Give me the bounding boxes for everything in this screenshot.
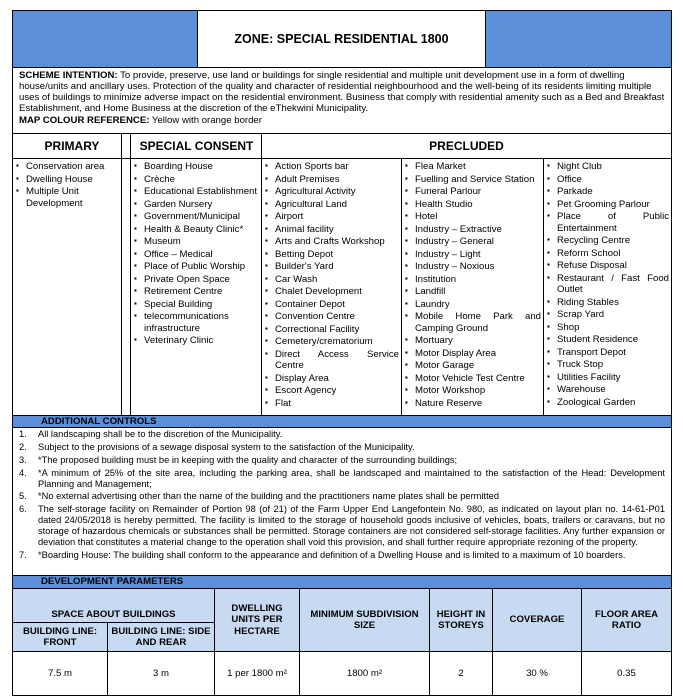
list-item: ▪ Direct Access Service Centre — [264, 349, 399, 372]
list-item: ▪ Shop — [546, 322, 669, 334]
list-item: ▪ Escort Agency — [264, 385, 399, 397]
precluded-column-3 — [544, 159, 671, 415]
primary-column — [13, 159, 121, 415]
list-item: ▪ Veterinary Clinic — [133, 335, 259, 347]
control-text: Subject to the provisions of a sewage disposal system to the satisfaction of the Municipality. — [38, 441, 415, 452]
control-text: The self-storage facility on Remainder of Portion 98 (of 21) of the Farm Upper End Langefontein No. 980, as indicated on layout plan no. 14-61-P01 dated 24/05/2018 is hereby permitted. The facility is limited to the storage of household goods inclusive of vehicles, boats, trailers or caravans, but no storage of hazardous chemicals or substances shall be permitted. Storage containers are not considered self-storage facilities. Any further expansion or deviation that constitutes a material change to the operation shall void this provision, and shall further require appropriate rezoning of the property. — [38, 504, 665, 547]
list-item: ▪ Container Depot — [264, 299, 399, 311]
special-consent-list — [133, 161, 259, 347]
list-item: ▪ Institution — [404, 274, 541, 286]
precluded-list-2 — [404, 161, 541, 409]
control-text: *Boarding House: The building shall conform to the appearance and definition of a Dwelling House and is limited to a maximum of 10 boarders. — [38, 549, 626, 560]
list-item: ▪ Airport — [264, 211, 399, 223]
building-line-front-header: BUILDING LINE: FRONT — [13, 623, 108, 652]
scheme-intention-label: SCHEME INTENTION: — [19, 70, 118, 81]
list-item: ▪ Flea Market — [404, 161, 541, 173]
control-number: 5. — [19, 491, 27, 502]
list-item: ▪ Builder's Yard — [264, 261, 399, 273]
height-value: 2 — [430, 652, 493, 695]
list-item: ▪ Crèche — [133, 174, 259, 186]
divider — [121, 134, 122, 415]
list-item: ▪ Place of Public Entertainment — [546, 211, 669, 234]
list-item: ▪ Parkade — [546, 186, 669, 198]
list-item: ▪ telecommunications infrastructure — [133, 311, 259, 334]
development-parameters-table — [12, 588, 672, 696]
list-item: ▪ Chalet Development — [264, 286, 399, 298]
list-item: ▪ Action Sports bar — [264, 161, 399, 173]
special-consent-column — [131, 159, 261, 415]
list-item: ▪ Health & Beauty Clinic* — [133, 224, 259, 236]
list-item: ▪ Display Area — [264, 373, 399, 385]
list-item: ▪ Student Residence — [546, 334, 669, 346]
list-item: ▪ Riding Stables — [546, 297, 669, 309]
control-number: 3. — [19, 454, 27, 465]
list-item: ▪ Government/Municipal — [133, 211, 259, 223]
list-item: ▪ Car Wash — [264, 274, 399, 286]
list-item: ▪ Warehouse — [546, 384, 669, 396]
minimum-subdivision-header: MINIMUM SUBDIVISION SIZE — [300, 589, 430, 652]
list-item: ▪ Night Club — [546, 161, 669, 173]
list-item: ▪ Retirement Centre — [133, 286, 259, 298]
list-item: ▪ Industry – Light — [404, 249, 541, 261]
list-item: ▪ Scrap Yard — [546, 309, 669, 321]
list-item: ▪ Zoological Garden — [546, 397, 669, 409]
list-item: ▪ Motor Workshop — [404, 385, 541, 397]
control-text: *A minimum of 25% of the site area, including the parking area, shall be landscaped and maintained to the satisfaction of the Head: Development Planning and Management; — [38, 467, 665, 489]
list-item: ▪ Dwelling House — [15, 174, 119, 186]
list-item: ▪ Boarding House — [133, 161, 259, 173]
dwelling-units-header: DWELLING UNITS PER HECTARE — [215, 589, 300, 652]
list-item: ▪ Arts and Crafts Workshop — [264, 236, 399, 248]
list-item: ▪ Agricultural Land — [264, 199, 399, 211]
list-item: ▪ Convention Centre — [264, 311, 399, 323]
list-item: ▪ Pet Grooming Parlour — [546, 199, 669, 211]
list-item: ▪ Motor Garage — [404, 360, 541, 372]
list-item: ▪ Correctional Facility — [264, 324, 399, 336]
list-item: ▪ Reform School — [546, 248, 669, 260]
control-item — [19, 442, 665, 453]
list-item: ▪ Fuelling and Service Station — [404, 174, 541, 186]
control-text: *The proposed building must be in keeping with the quality and character of the surrounding buildings; — [38, 454, 458, 465]
precluded-column-2 — [402, 159, 543, 415]
primary-list — [15, 161, 119, 209]
control-item — [19, 491, 665, 502]
list-item: ▪ Funeral Parlour — [404, 186, 541, 198]
list-item: ▪ Industry – Extractive — [404, 224, 541, 236]
list-item: ▪ Betting Depot — [264, 249, 399, 261]
additional-controls — [12, 427, 672, 576]
land-use-table — [12, 133, 672, 416]
control-text: All landscaping shall be to the discretion of the Municipality. — [38, 429, 283, 439]
list-item: ▪ Hotel — [404, 211, 541, 223]
list-item: ▪ Motor Display Area — [404, 348, 541, 360]
list-item: ▪ Nature Reserve — [404, 398, 541, 410]
list-item: ▪ Transport Depot — [546, 347, 669, 359]
floor-area-ratio-header: FLOOR AREA RATIO — [582, 589, 671, 652]
list-item: ▪ Health Studio — [404, 199, 541, 211]
list-item: ▪ Agricultural Activity — [264, 186, 399, 198]
additional-controls-list — [19, 429, 665, 561]
list-item: ▪ Utilities Facility — [546, 372, 669, 384]
list-item: ▪ Office – Medical — [133, 249, 259, 261]
map-colour-label: MAP COLOUR REFERENCE: — [19, 114, 150, 126]
list-item: ▪ Garden Nursery — [133, 199, 259, 211]
list-item: ▪ Conservation area — [15, 161, 119, 173]
zoning-sheet — [12, 10, 672, 696]
list-item: ▪ Mortuary — [404, 335, 541, 347]
list-item: ▪ Office — [546, 174, 669, 186]
list-item: ▪ Industry – General — [404, 236, 541, 248]
list-item: ▪ Industry – Noxious — [404, 261, 541, 273]
development-parameters-header: DEVELOPMENT PARAMETERS — [12, 575, 672, 589]
coverage-header: COVERAGE — [493, 589, 582, 652]
coverage-value: 30 % — [493, 652, 582, 695]
list-item: ▪ Flat — [264, 398, 399, 410]
list-item: ▪ Animal facility — [264, 224, 399, 236]
title-row — [12, 10, 672, 68]
control-text: *No external advertising other than the name of the building and the practitioners name plates shall be permitted — [38, 491, 499, 502]
control-item — [19, 550, 665, 561]
height-header: HEIGHT IN STOREYS — [430, 589, 493, 652]
building-line-side-rear-value: 3 m — [108, 652, 215, 695]
title-right-band — [485, 11, 671, 67]
minimum-subdivision-value: 1800 m² — [300, 652, 430, 695]
control-number: 7. — [19, 549, 27, 560]
scheme-intention-text: To provide, preserve, use land or buildings for single residential and multiple unit development use in a form of dwelling house/units and ancillary uses. Protection of the quality and character of residential neighbourhood and the well-being of its residents limiting multiple uses of buildings to minimize adverse impact on the residential environment. Business that comply with residential amenity such as a Bed and Breakfast Establishment, and Home Business at the discretion of the eThekwini Municipality. — [19, 70, 665, 115]
list-item: ▪ Museum — [133, 236, 259, 248]
special-consent-header: SPECIAL CONSENT — [131, 134, 262, 159]
zone-title: ZONE: SPECIAL RESIDENTIAL 1800 — [234, 31, 449, 46]
list-item: ▪ Place of Public Worship — [133, 261, 259, 273]
list-item: ▪ Special Building — [133, 299, 259, 311]
list-item: ▪ Refuse Disposal — [546, 260, 669, 272]
list-item: ▪ Adult Premises — [264, 174, 399, 186]
control-number: 6. — [19, 504, 27, 515]
dwelling-units-value: 1 per 1800 m² — [215, 652, 300, 695]
control-item — [19, 504, 665, 548]
scheme-intention — [12, 67, 672, 134]
list-item: ▪ Laundry — [404, 299, 541, 311]
precluded-list-3 — [546, 161, 669, 408]
list-item: ▪ Recycling Centre — [546, 235, 669, 247]
primary-header: PRIMARY — [13, 134, 131, 159]
control-item — [19, 468, 665, 490]
control-item — [19, 429, 665, 440]
map-colour-text: Yellow with orange border — [151, 114, 262, 126]
precluded-header: PRECLUDED — [262, 134, 671, 159]
list-item: ▪ Private Open Space — [133, 274, 259, 286]
space-about-buildings-header: SPACE ABOUT BUILDINGS — [13, 589, 215, 623]
precluded-column-1 — [262, 159, 401, 415]
precluded-list-1 — [264, 161, 399, 409]
floor-area-ratio-value: 0.35 — [617, 667, 636, 679]
list-item: ▪ Restaurant / Fast Food Outlet — [546, 273, 669, 296]
list-item: ▪ Multiple Unit Development — [15, 186, 119, 209]
control-number: 4. — [19, 467, 27, 478]
building-line-side-rear-header: BUILDING LINE: SIDE AND REAR — [108, 623, 215, 652]
additional-controls-header: ADDITIONAL CONTROLS — [12, 415, 672, 428]
title-left-band — [13, 11, 198, 67]
control-item — [19, 455, 665, 466]
list-item: ▪ Motor Vehicle Test Centre — [404, 373, 541, 385]
building-line-front-value: 7.5 m — [13, 652, 108, 695]
list-item: ▪ Landfill — [404, 286, 541, 298]
control-number: 2. — [19, 441, 27, 452]
list-item: ▪ Cemetery/crematorium — [264, 336, 399, 348]
list-item: ▪ Mobile Home Park and Camping Ground — [404, 311, 541, 334]
list-item: ▪ Educational Establishment — [133, 186, 259, 198]
control-number: 1. — [19, 429, 27, 439]
list-item: ▪ Truck Stop — [546, 359, 669, 371]
